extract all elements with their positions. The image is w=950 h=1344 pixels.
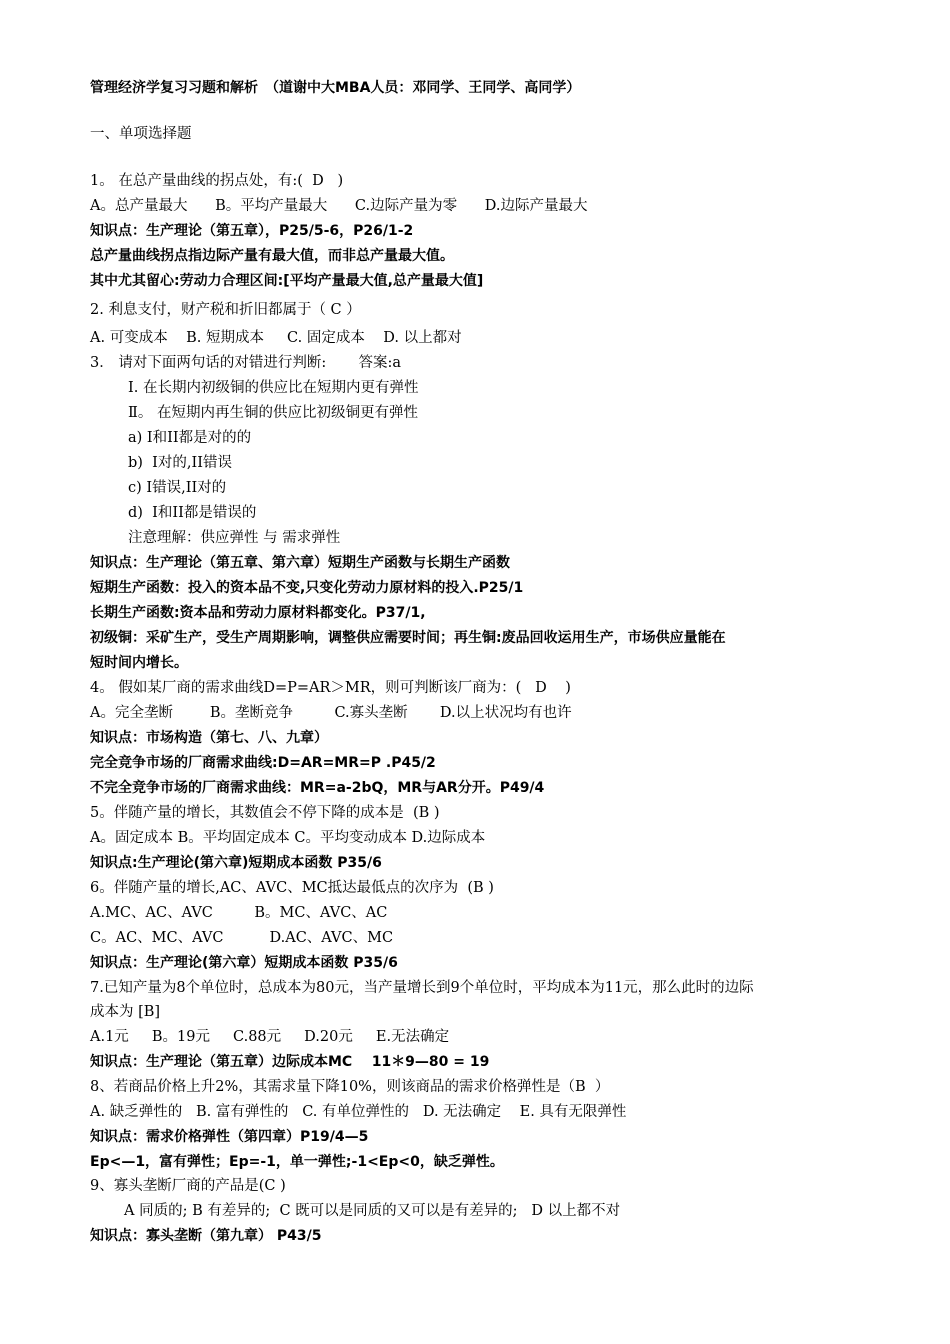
question-9: 9、寡头垄断厂商的产品是(C ) xyxy=(90,1178,286,1194)
knowledge-point: 知识点:生产理论(第六章)短期成本函数 P35/6 xyxy=(90,855,382,871)
question-1: 1。 在总产量曲线的拐点处，有:( D ) xyxy=(90,173,344,189)
statement-2: Ⅱ。 在短期内再生铜的供应比初级铜更有弹性 xyxy=(128,405,418,421)
option-d: d) I和II都是错误的 xyxy=(128,505,257,521)
document-title: 管理经济学复习习题和解析 （道谢中大MBA人员：邓同学、王同学、高同学） xyxy=(90,80,581,96)
question-8-options: A. 缺乏弹性的 B. 富有弹性的 C. 有单位弹性的 D. 无法确定 E. 具有无限弹性 xyxy=(90,1104,627,1120)
question-7-continued: 成本为 [B] xyxy=(90,1004,161,1020)
explanation-line: 初级铜：采矿生产，受生产周期影响，调整供应需要时间；再生铜:废品回收运用生产，市场供应量能在 xyxy=(90,630,726,646)
knowledge-point: 知识点：生产理论（第五章、第六章）短期生产函数与长期生产函数 xyxy=(90,555,510,571)
question-5: 5。伴随产量的增长，其数值会不停下降的成本是 (B ) xyxy=(90,805,440,821)
section-heading: 一、单项选择题 xyxy=(90,126,192,142)
question-7: 7.已知产量为8个单位时，总成本为80元，当产量增长到9个单位时，平均成本为11元，那么此时的边际 xyxy=(90,980,754,996)
question-6: 6。伴随产量的增长,AC、AVC、MC抵达最低点的次序为 (B ) xyxy=(90,880,494,896)
knowledge-point: 知识点：市场构造（第七、八、九章） xyxy=(90,730,328,746)
question-4-options: A。完全垄断 B。垄断竞争 C.寡头垄断 D.以上状况均有也许 xyxy=(90,705,572,721)
option-a: a) I和II都是对的的 xyxy=(128,430,252,446)
question-8: 8、若商品价格上升2%，其需求量下降10%，则该商品的需求价格弹性是（B ） xyxy=(90,1079,610,1095)
note-line: 注意理解：供应弹性 与 需求弹性 xyxy=(128,530,341,546)
knowledge-point: 知识点：生产理论（第五章），P25/5-6，P26/1-2 xyxy=(90,223,414,239)
explanation-line: 总产量曲线拐点指边际产量有最大值，而非总产量最大值。 xyxy=(90,248,454,264)
question-2-options: A. 可变成本 B. 短期成本 C. 固定成本 D. 以上都对 xyxy=(90,330,462,346)
statement-1: Ⅰ. 在长期内初级铜的供应比在短期内更有弹性 xyxy=(128,380,419,396)
knowledge-point: 知识点：生产理论（第五章）边际成本MC 11＊9—80 = 19 xyxy=(90,1054,490,1070)
question-9-options: A 同质的; B 有差异的; C 既可以是同质的又可以是有差异的; D 以上都不对 xyxy=(124,1203,621,1219)
option-b: b) I对的,II错误 xyxy=(128,455,232,471)
question-3: 3． 请对下面两句话的对错进行判断: 答案:a xyxy=(90,355,402,371)
question-7-options: A.1元 B。19元 C.88元 D.20元 E.无法确定 xyxy=(90,1029,450,1045)
explanation-line: 不完全竞争市场的厂商需求曲线：MR=a-2bQ，MR与AR分开。P49/4 xyxy=(90,780,545,796)
question-5-options: A。固定成本 B。平均固定成本 C。平均变动成本 D.边际成本 xyxy=(90,830,486,846)
question-6-options: C。AC、MC、AVC D.AC、AVC、MC xyxy=(90,930,394,946)
question-6-options: A.MC、AC、AVC B。MC、AVC、AC xyxy=(90,905,388,921)
knowledge-point: 知识点：寡头垄断（第九章） P43/5 xyxy=(90,1228,322,1244)
question-4: 4。 假如某厂商的需求曲线D=P=AR＞MR，则可判断该厂商为：( D ) xyxy=(90,680,571,696)
knowledge-point: 知识点：生产理论(第六章）短期成本函数 P35/6 xyxy=(90,955,398,971)
question-1-options: A。总产量最大 B。平均产量最大 C.边际产量为零 D.边际产量最大 xyxy=(90,198,588,214)
explanation-line: 其中尤其留心:劳动力合理区间:[平均产量最大值,总产量最大值] xyxy=(90,273,484,289)
explanation-line: 短时间内增长。 xyxy=(90,655,188,671)
knowledge-point: 知识点：需求价格弹性（第四章）P19/4—5 xyxy=(90,1129,369,1145)
question-2: 2. 利息支付，财产税和折旧都属于（ C ） xyxy=(90,302,361,318)
explanation-line: 完全竞争市场的厂商需求曲线:D=AR=MR=P .P45/2 xyxy=(90,755,436,771)
explanation-line: 长期生产函数:资本品和劳动力原材料都变化。P37/1, xyxy=(90,605,426,621)
option-c: c) I错误,II对的 xyxy=(128,480,227,496)
explanation-line: Ep<—1，富有弹性；Ep=-1，单一弹性;-1<Ep<0，缺乏弹性。 xyxy=(90,1154,504,1170)
explanation-line: 短期生产函数：投入的资本品不变,只变化劳动力原材料的投入.P25/1 xyxy=(90,580,524,596)
